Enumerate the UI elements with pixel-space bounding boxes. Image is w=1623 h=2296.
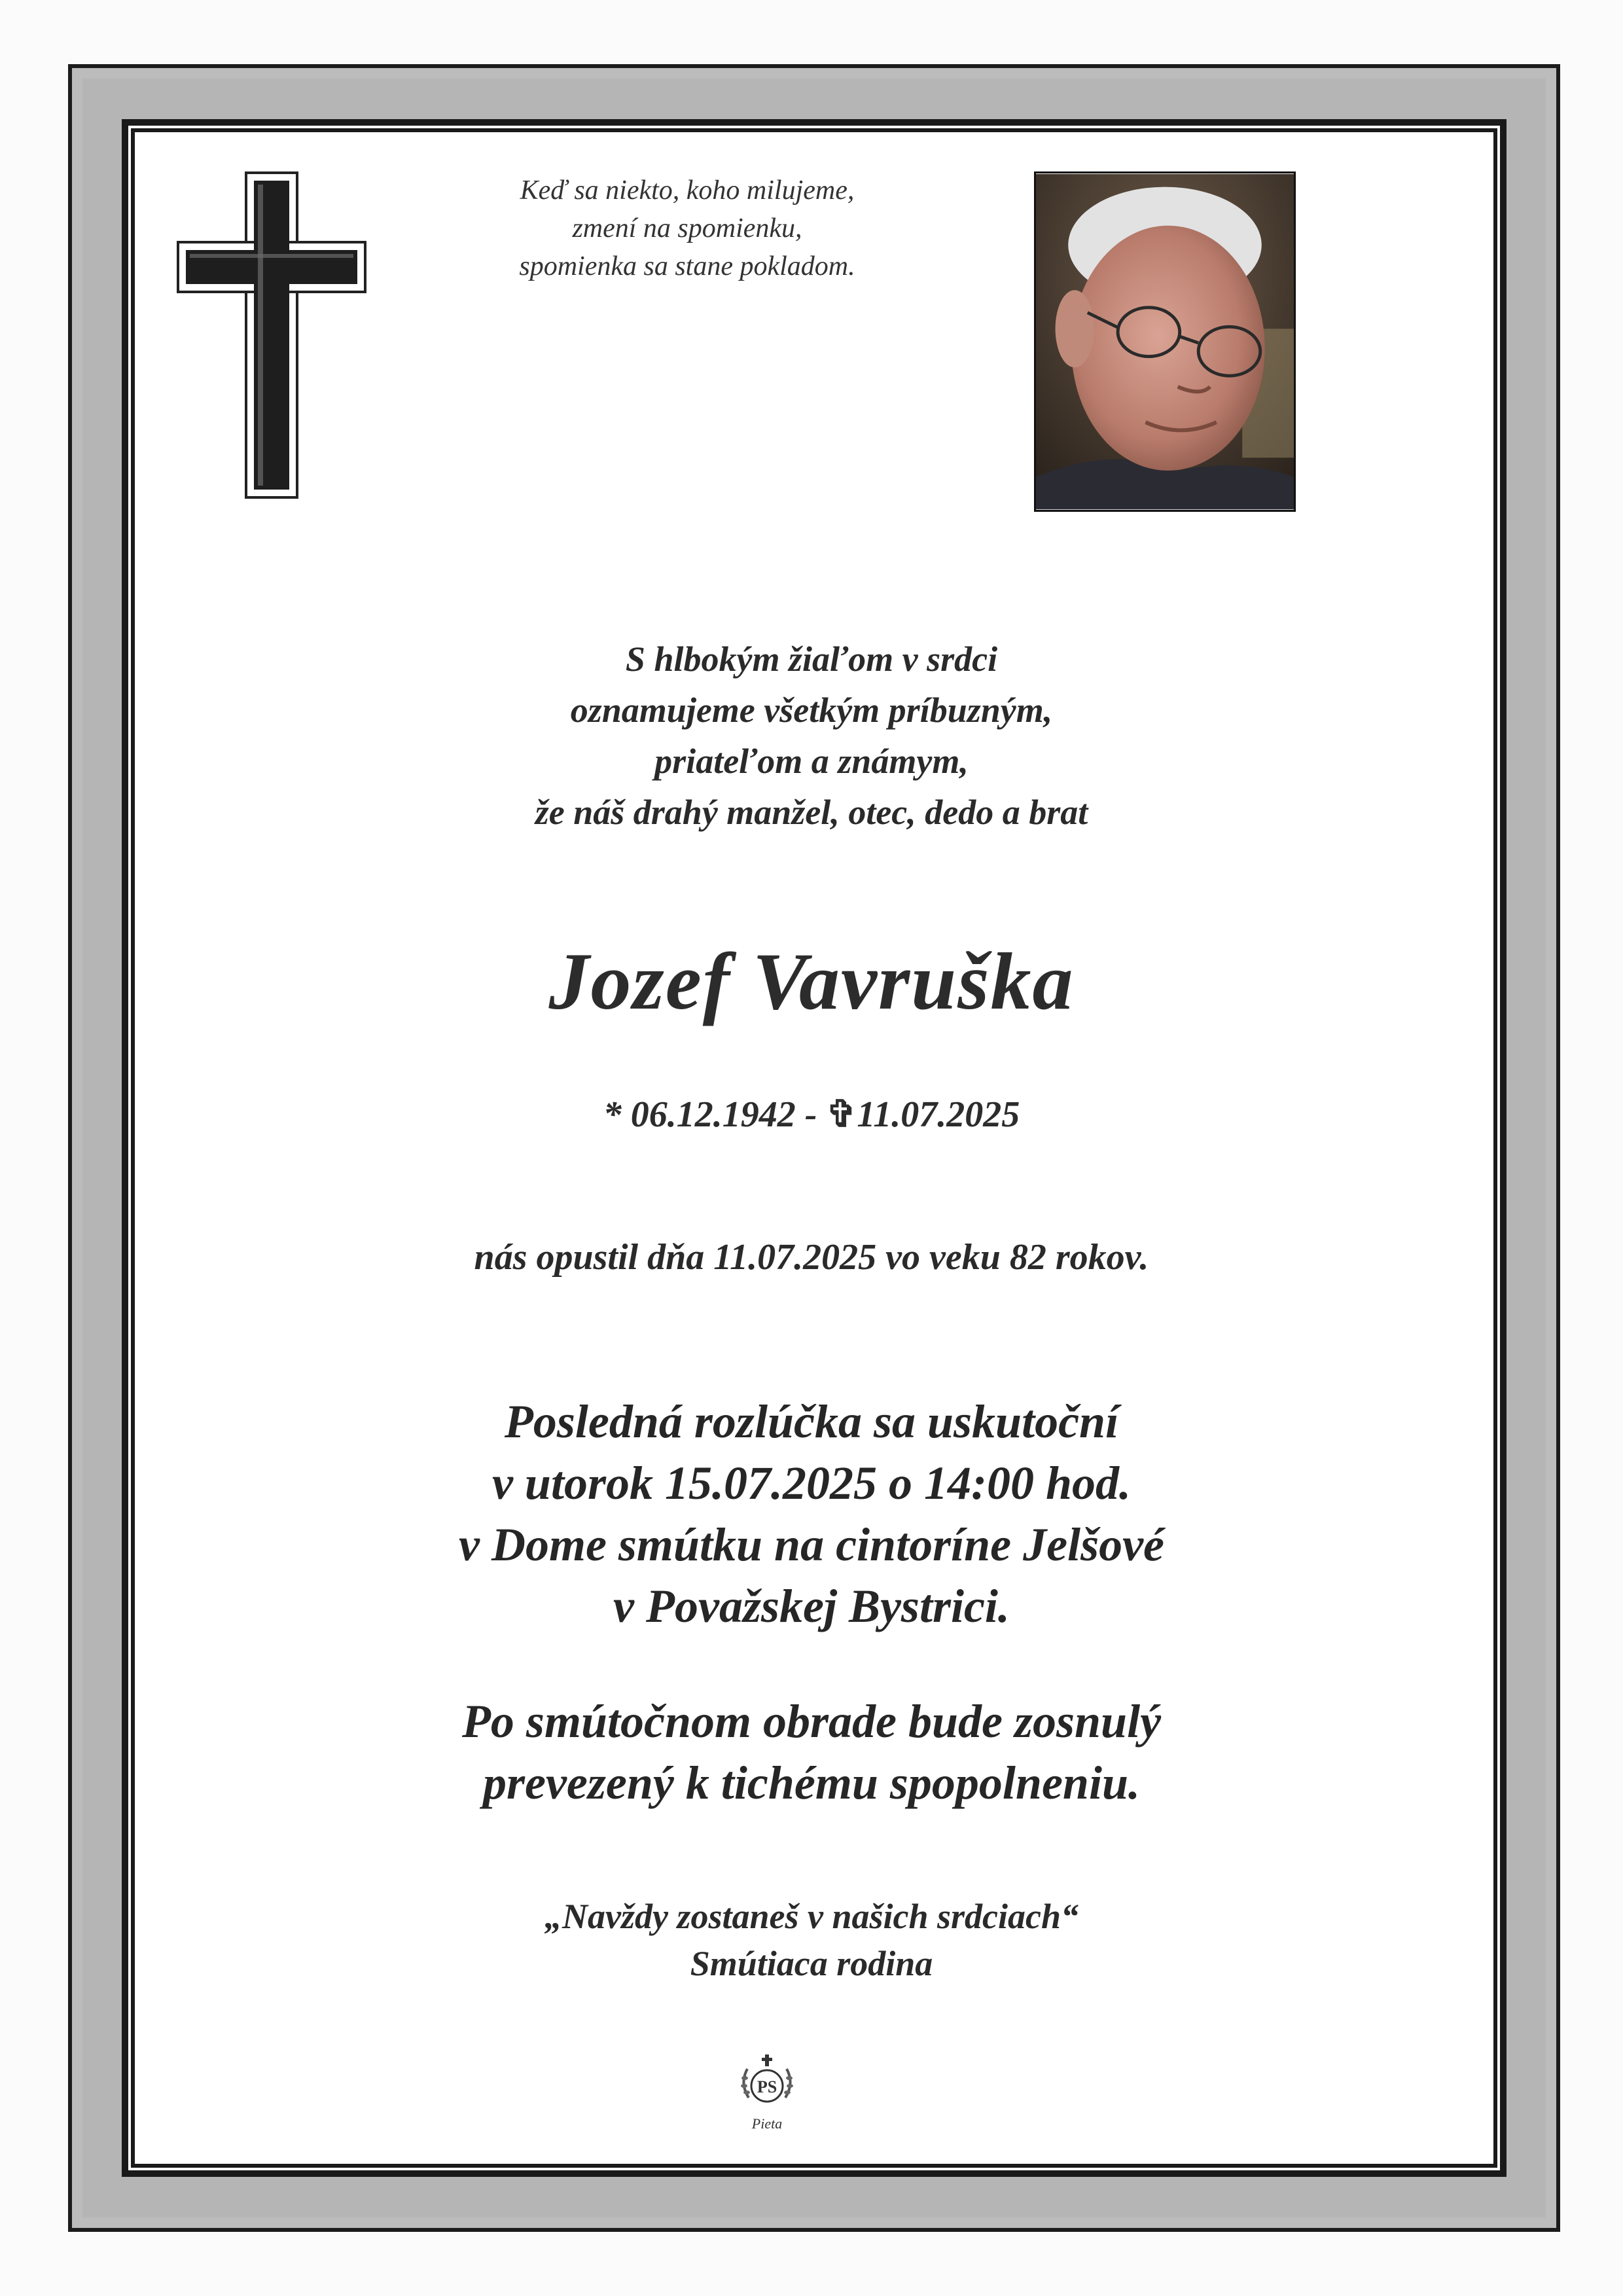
logo-monogram: PS: [757, 2077, 777, 2096]
cremation-line: Po smútočnom obrade bude zosnulý: [461, 1695, 1162, 1748]
pieta-logo: [736, 2052, 798, 2137]
intro-line: že náš drahý manžel, otec, dedo a brat: [535, 793, 1088, 832]
farewell-line: v Dome smútku na cintoríne Jelšové: [459, 1518, 1164, 1571]
family-signature: Smútiaca rodina: [690, 1944, 933, 1983]
motto-line: Keď sa niekto, koho milujeme,: [520, 175, 855, 206]
announcement-intro: [0, 634, 1623, 838]
intro-line: oznamujeme všetkým príbuzným,: [570, 691, 1053, 730]
motto-line: zmení na spomienku,: [572, 213, 802, 243]
pieta-emblem-icon: [736, 2052, 798, 2115]
farewell-line: v utorok 15.07.2025 o 14:00 hod.: [491, 1457, 1132, 1509]
farewell-line: v Považskej Bystrici.: [613, 1580, 1010, 1632]
date-separator: -: [804, 1094, 817, 1135]
birth-date: 06.12.1942: [630, 1094, 796, 1135]
motto-line: spomienka sa stane pokladom.: [519, 251, 855, 281]
birth-symbol: *: [603, 1094, 622, 1135]
deceased-name: Jozef Vavruška: [548, 937, 1075, 1026]
death-cross-icon: ✞: [826, 1094, 857, 1135]
closing: [0, 1893, 1623, 1987]
life-dates: [0, 1092, 1623, 1138]
passed-away-text: nás opustil dňa 11.07.2025 vo veku 82 rokov.: [474, 1237, 1149, 1278]
farewell-info: [0, 1391, 1623, 1637]
closing-quote: „Navždy zostaneš v našich srdciach“: [544, 1897, 1079, 1936]
cross-icon: [177, 171, 366, 499]
intro-line: priateľom a známym,: [654, 742, 969, 781]
death-date: 11.07.2025: [857, 1094, 1020, 1135]
farewell-line: Posledná rozlúčka sa uskutoční: [504, 1395, 1119, 1448]
intro-line: S hlbokým žiaľom v srdci: [625, 639, 998, 679]
cremation-info: [0, 1691, 1623, 1814]
logo-brand: Pieta: [751, 2115, 783, 2132]
motto: [425, 171, 949, 285]
cremation-line: prevezený k tichému spopolneniu.: [483, 1757, 1140, 1809]
portrait-photo: [1034, 171, 1296, 512]
